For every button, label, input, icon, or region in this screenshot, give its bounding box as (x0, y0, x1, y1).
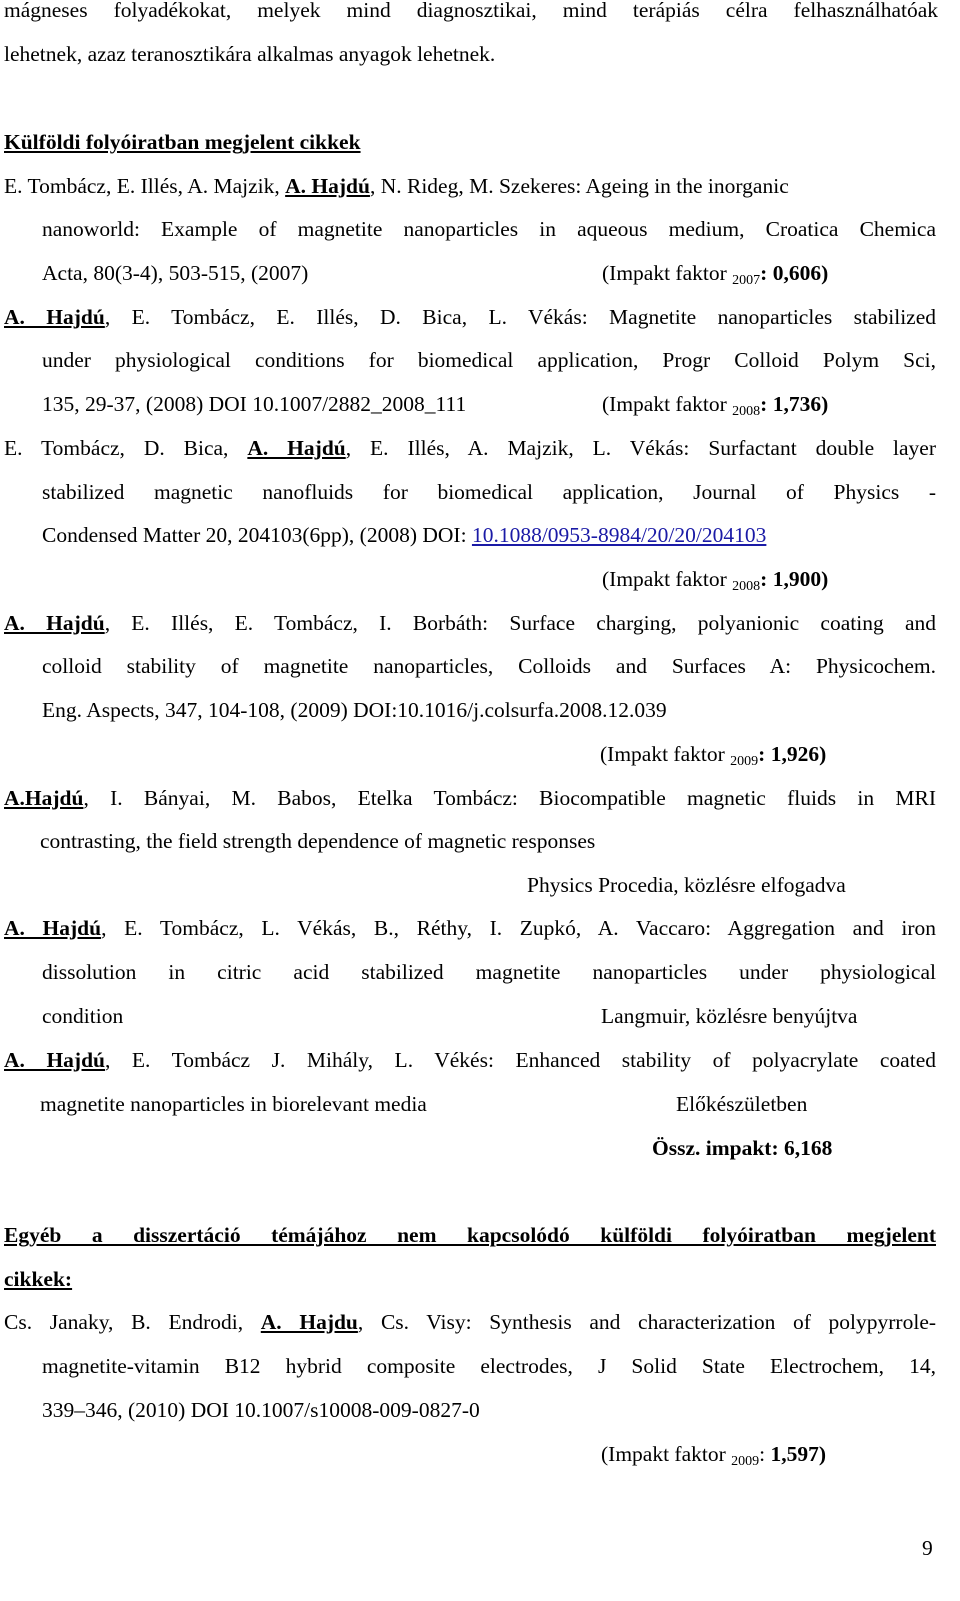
ref-4-line-2: colloid stability of magnetite nanoparticles, Colloids and Surfaces A: Physicochem. (42, 654, 936, 678)
ref-3-line-3 (42, 521, 766, 549)
impact-label: (Impakt faktor (602, 261, 733, 285)
ref-7-status: Előkészületben (676, 1092, 808, 1116)
impact-year: 2008 (732, 404, 761, 419)
ref-7-authors (4, 1046, 936, 1074)
ref-8-line-2: magnetite-vitamin B12 hybrid composite electrodes, J Solid State Electrochem, 14, (42, 1354, 936, 1378)
ref-5-status: Physics Procedia, közlésre elfogadva (527, 873, 846, 897)
ref-1-author-highlight: A. Hajdú (285, 174, 370, 198)
ref-4-line-3: Eng. Aspects, 347, 104-108, (2009) DOI:10.1016/j.colsurfa.2008.12.039 (42, 698, 667, 722)
intro-line-1: mágneses folyadékokat, melyek mind diagnosztikai, mind terápiás célra felhasználhatóak (4, 0, 938, 22)
ref-2-line-3: 135, 29-37, (2008) DOI 10.1007/2882_2008_111 (42, 392, 467, 416)
ref-6-title-start: , E. Tombácz, L. Vékás, B., Réthy, I. Zupkó, A. Vaccaro: Aggregation and iron (101, 916, 936, 940)
intro-line-2: lehetnek, azaz teranosztikára alkalmas anyagok lehetnek. (4, 42, 496, 66)
ref-5-author-highlight: A.Hajdú (4, 786, 84, 810)
impact-label: (Impakt faktor (600, 742, 731, 766)
ref-6-status: Langmuir, közlésre benyújtva (601, 1004, 858, 1028)
section-heading-other-articles: Egyéb a disszertáció témájához nem kapcsolódó külföldi folyóiratban megjelent (4, 1223, 936, 1247)
ref-5-line-2: contrasting, the field strength dependence of magnetic responses (40, 829, 596, 853)
ref-6-authors (4, 914, 936, 942)
ref-3-authors-pre: E. Tombácz, D. Bica, (4, 436, 248, 460)
total-impact: Össz. impakt: 6,168 (652, 1136, 833, 1160)
ref-7-line-2: magnetite nanoparticles in biorelevant media (40, 1092, 427, 1116)
impact-value: : 1,926) (758, 742, 827, 766)
ref-8-authors-pre: Cs. Janaky, B. Endrodi, (4, 1310, 261, 1334)
ref-6-line-3: condition (42, 1004, 124, 1028)
impact-year: 2009 (730, 754, 759, 769)
ref-5-authors (4, 784, 936, 812)
ref-8-title-start: , Cs. Visy: Synthesis and characterization of polypyrrole- (357, 1310, 937, 1334)
ref-1-impact (602, 259, 828, 295)
impact-value: : 1,900) (760, 567, 829, 591)
ref-3-title-start: , E. Illés, A. Majzik, L. Vékás: Surfactant double layer (345, 436, 937, 460)
ref-4-author-highlight: A. Hajdú (4, 611, 105, 635)
impact-label: (Impakt faktor (602, 567, 733, 591)
ref-3-line-2: stabilized magnetic nanofluids for biomedical application, Journal of Physics - (42, 480, 936, 504)
ref-7-title-start: , E. Tombácz J. Mihály, L. Vékés: Enhanced stability of polyacrylate coated (105, 1048, 936, 1072)
ref-2-authors (4, 303, 936, 331)
impact-value: : 0,606) (760, 261, 829, 285)
impact-colon: : (759, 1442, 771, 1466)
impact-year: 2009 (731, 1454, 760, 1469)
ref-3-doi-link[interactable]: 10.1088/0953-8984/20/20/204103 (471, 523, 767, 547)
impact-label: (Impakt faktor (602, 392, 733, 416)
ref-2-title-start: , E. Tombácz, E. Illés, D. Bica, L. Vékás: Magnetite nanoparticles stabilized (104, 305, 937, 329)
ref-4-authors (4, 609, 936, 637)
ref-5-title-start: , I. Bányai, M. Babos, Etelka Tombácz: Biocompatible magnetic fluids in MRI (83, 786, 936, 810)
ref-1-authors-pre: E. Tombácz, E. Illés, A. Majzik, (4, 174, 286, 198)
impact-value: 1,597) (770, 1442, 827, 1466)
section-heading-foreign-articles: Külföldi folyóiratban megjelent cikkek (4, 130, 361, 154)
ref-2-author-highlight: A. Hajdú (4, 305, 105, 329)
ref-3-author-highlight: A. Hajdú (247, 436, 346, 460)
ref-1-line-2: nanoworld: Example of magnetite nanoparticles in aqueous medium, Croatica Chemica (42, 217, 936, 241)
ref-3-authors (4, 434, 936, 462)
ref-8-line-3: 339–346, (2010) DOI 10.1007/s10008-009-0827-0 (42, 1398, 480, 1422)
ref-6-author-highlight: A. Hajdú (4, 916, 102, 940)
ref-1-line-3: Acta, 80(3-4), 503-515, (2007) (42, 261, 309, 285)
ref-8-impact (601, 1440, 826, 1476)
ref-2-line-2: under physiological conditions for biomedical application, Progr Colloid Polym Sci, (42, 348, 936, 372)
ref-4-title-start: , E. Illés, E. Tombácz, I. Borbáth: Surface charging, polyanionic coating and (104, 611, 936, 635)
ref-4-impact (600, 740, 826, 776)
impact-label: (Impakt faktor (601, 1442, 732, 1466)
ref-6-line-2: dissolution in citric acid stabilized magnetite nanoparticles under physiological (42, 960, 936, 984)
ref-1-authors (4, 172, 789, 200)
ref-8-authors (4, 1308, 936, 1336)
section-heading-other-articles-2: cikkek: (4, 1267, 73, 1291)
impact-year: 2008 (732, 579, 761, 594)
ref-2-impact (602, 390, 828, 426)
impact-year: 2007 (732, 273, 761, 288)
ref-1-title-start: , N. Rideg, M. Szekeres: Ageing in the inorganic (369, 174, 789, 198)
impact-value: : 1,736) (760, 392, 829, 416)
ref-3-impact (602, 565, 828, 601)
ref-7-author-highlight: A. Hajdú (4, 1048, 105, 1072)
page-number: 9 (922, 1536, 933, 1560)
ref-8-author-highlight: A. Hajdu (260, 1310, 358, 1334)
ref-3-line-3-text: Condensed Matter 20, 204103(6pp), (2008) DOI: (42, 523, 472, 547)
